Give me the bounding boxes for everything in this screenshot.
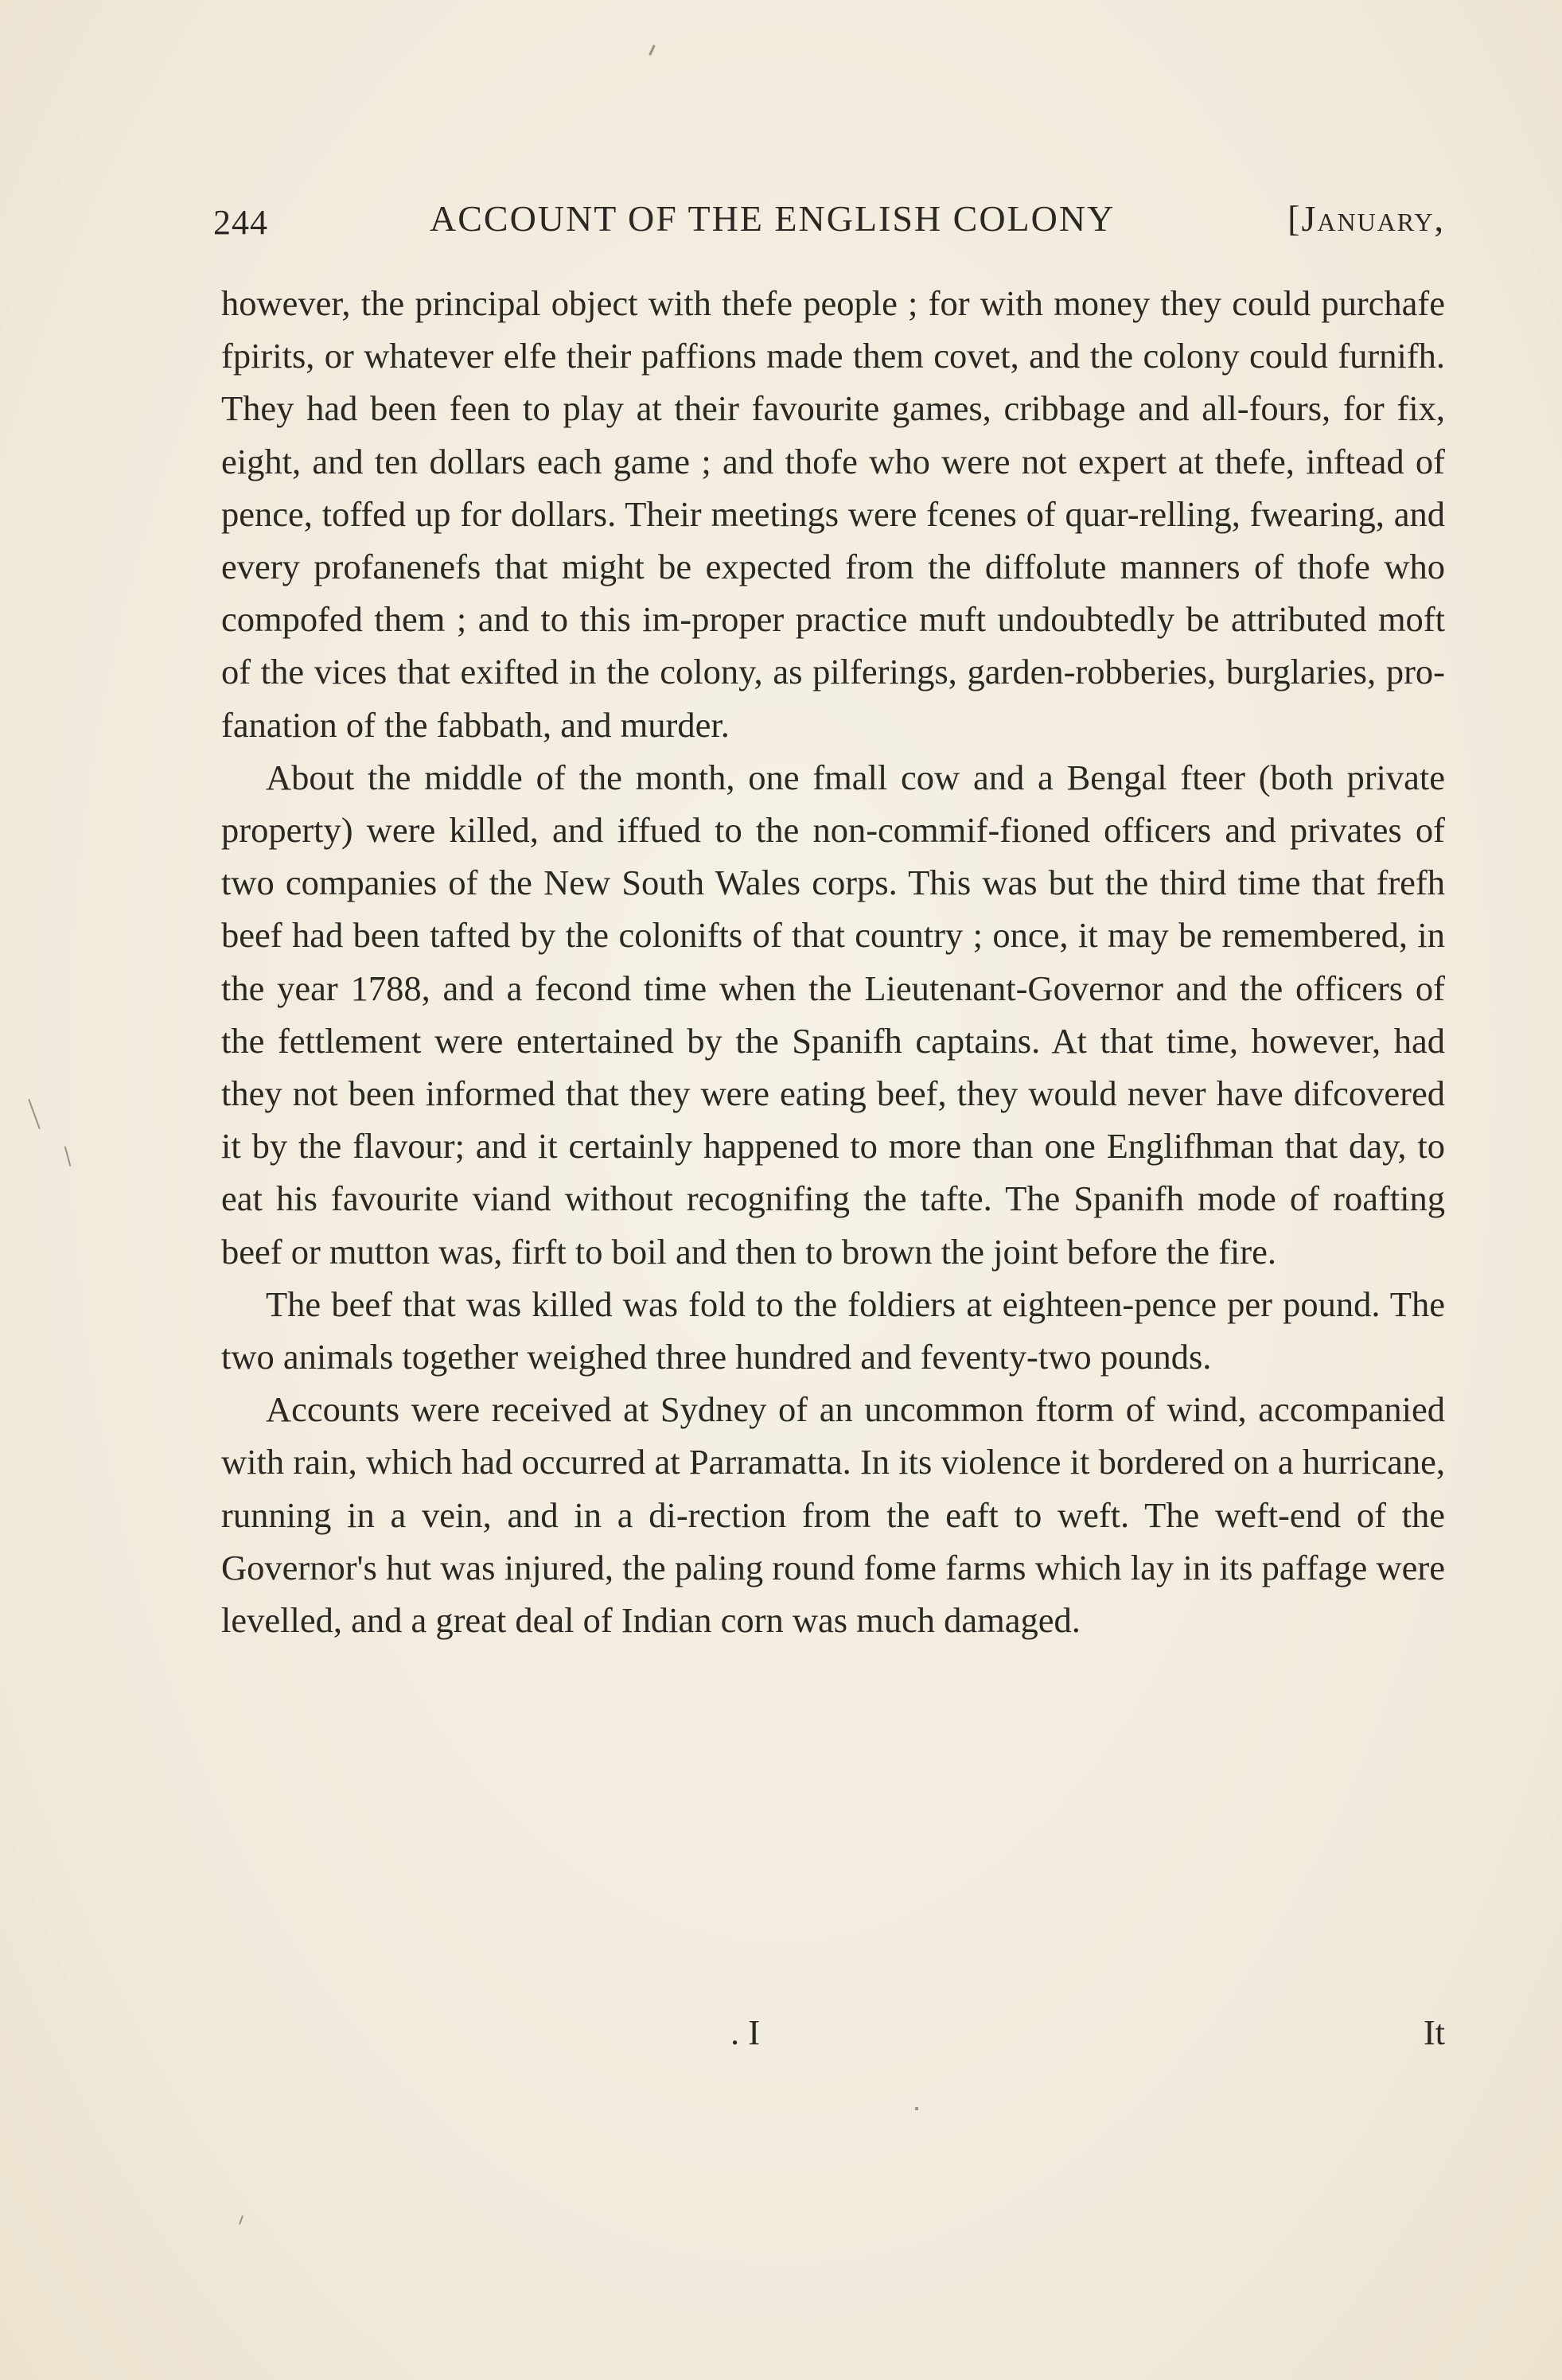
body-text bbox=[221, 277, 1445, 1646]
running-title: ACCOUNT OF THE ENGLISH COLONY bbox=[430, 198, 1116, 239]
paper-speck bbox=[649, 45, 656, 56]
paragraph-beef-price: The beef that was killed was fold to the foldiers at eighteen-pence per pound. The two animals together weighed three hundred and feventy-two pounds. bbox=[221, 1283, 1445, 1377]
paragraph-storm: Accounts were received at Sydney of an uncommon ftorm of wind, accompanied with rain, which had occurred at Parramatta. In its violence it bordered on a hurricane, running in a vein, and in a di-rection from the eaft to weft. The weft-end of the Governor's hut was injured, the paling round fome farms which lay in its paffage were levelled, and a great deal of Indian corn was much damaged. bbox=[221, 1389, 1445, 1641]
paper-speck bbox=[28, 1099, 41, 1129]
paper-speck bbox=[64, 1146, 72, 1167]
paragraph-beef: About the middle of the month, one fmall cow and a Bengal fteer (both private property) were killed, and iffued to the non-commif-fioned officers and privates of two companies of the New South Wales corps. This was but the third time that frefh beef had been tafted by the colonifts of that country ; once, it may be remembered, in the year 1788, and a fecond time when the Lieutenant-Governor and the officers of the fettlement were entertained by the Spanifh captains. At that time, however, had they not been informed that they were eating beef, they would never have difcovered it by the flavour; and it certainly happened to more than one Englifhman that day, to eat his favourite viand without recognifing the tafte. The Spanifh mode of roafting beef or mutton was, firft to boil and then to brown the joint before the fire. bbox=[221, 757, 1445, 1272]
page-number: 244 bbox=[213, 203, 268, 242]
paper-speck bbox=[239, 2215, 243, 2225]
running-head bbox=[213, 197, 1445, 245]
catchline bbox=[221, 2012, 1445, 2059]
catchword: It bbox=[1423, 2012, 1445, 2052]
signature-mark: . I bbox=[730, 2012, 761, 2052]
running-month: [January, bbox=[1287, 198, 1445, 239]
paragraph-continued: however, the principal object with thefe people ; for with money they could purchafe fpirits, or whatever elfe their paffions made them covet, and the colony could furnifh. They had been feen to play at their favourite games, cribbage and all-fours, for fix, eight, and ten dollars each game ; and thofe who were not expert at thefe, inftead of pence, toffed up for dollars. Their meetings were fcenes of quar-relling, fwearing, and every profanenefs that might be expected from the diffolute manners of thofe who compofed them ; and to this im-proper practice muft undoubtedly be attributed moft of the vices that exifted in the colony, as pilferings, garden-robberies, burglaries, pro-fanation of the fabbath, and murder. bbox=[221, 283, 1445, 745]
paper-speck bbox=[915, 2107, 918, 2110]
